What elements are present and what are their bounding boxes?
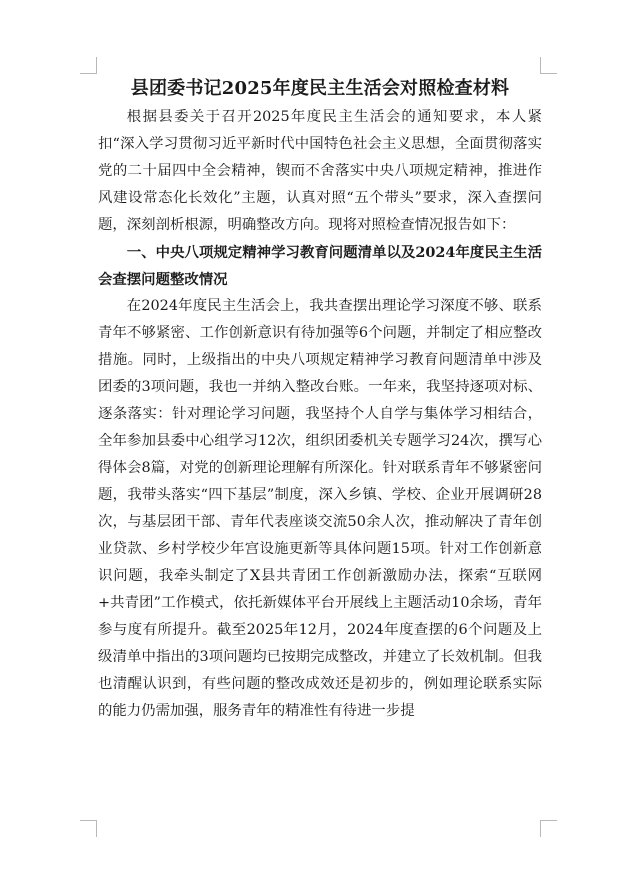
section-1-heading: 一、中央八项规定精神学习教育问题清单以及2024年度民主生活会查摆问题整改情况: [98, 244, 542, 288]
document-title: 县团委书记2025年度民主生活会对照检查材料: [130, 78, 510, 99]
intro-paragraph: 根据县委关于召开2025年度民主生活会的通知要求，本人紧扣“深入学习贯彻习近平新时代中国特色社会主义思想，全面贯彻落实党的二十届四中全会精神，锲而不舍落实中央八项规定精神，推进作风建设常态化长效化”主题，认真对照“五个带头”要求，深入查摆问题，深刻剖析根源，明确整改方向。现将对照检查情况报告如下：: [98, 109, 542, 233]
crop-mark-top-left: [80, 57, 97, 74]
crop-mark-top-right: [540, 57, 557, 74]
document-body: [98, 74, 542, 725]
section-1-paragraph: 在2024年度民主生活会上，我共查摆出理论学习深度不够、联系青年不够紧密、工作创新意识有待加强等6个问题，并制定了相应整改措施。同时，上级指出的中央八项规定精神学习教育问题清单中涉及团委的3项问题，我也一并纳入整改台账。一年来，我坚持逐项对标、逐条落实：针对理论学习问题，我坚持个人自学与集体学习相结合，全年参加县委中心组学习12次，组织团委机关专题学习24次，撰写心得体会8篇，对党的创新理论理解有所深化。针对联系青年不够紧密问题，我带头落实“四下基层”制度，深入乡镇、学校、企业开展调研28次，与基层团干部、青年代表座谈交流50余人次，推动解决了青年创业贷款、乡村学校少年宫设施更新等具体问题15项。针对工作创新意识问题，我牵头制定了X县共青团工作创新激励办法，探索“互联网+共青团”工作模式，依托新媒体平台开展线上主题活动10余场，青年参与度有所提升。截至2025年12月，2024年度查摆的6个问题及上级清单中指出的3项问题均已按期完成整改，并建立了长效机制。但我也清醒认识到，有些问题的整改成效还是初步的，例如理论联系实际的能力仍需加强，服务青年的精准性有待进一步提: [98, 298, 543, 719]
crop-mark-bottom-left: [80, 820, 97, 837]
crop-mark-bottom-right: [540, 820, 557, 837]
